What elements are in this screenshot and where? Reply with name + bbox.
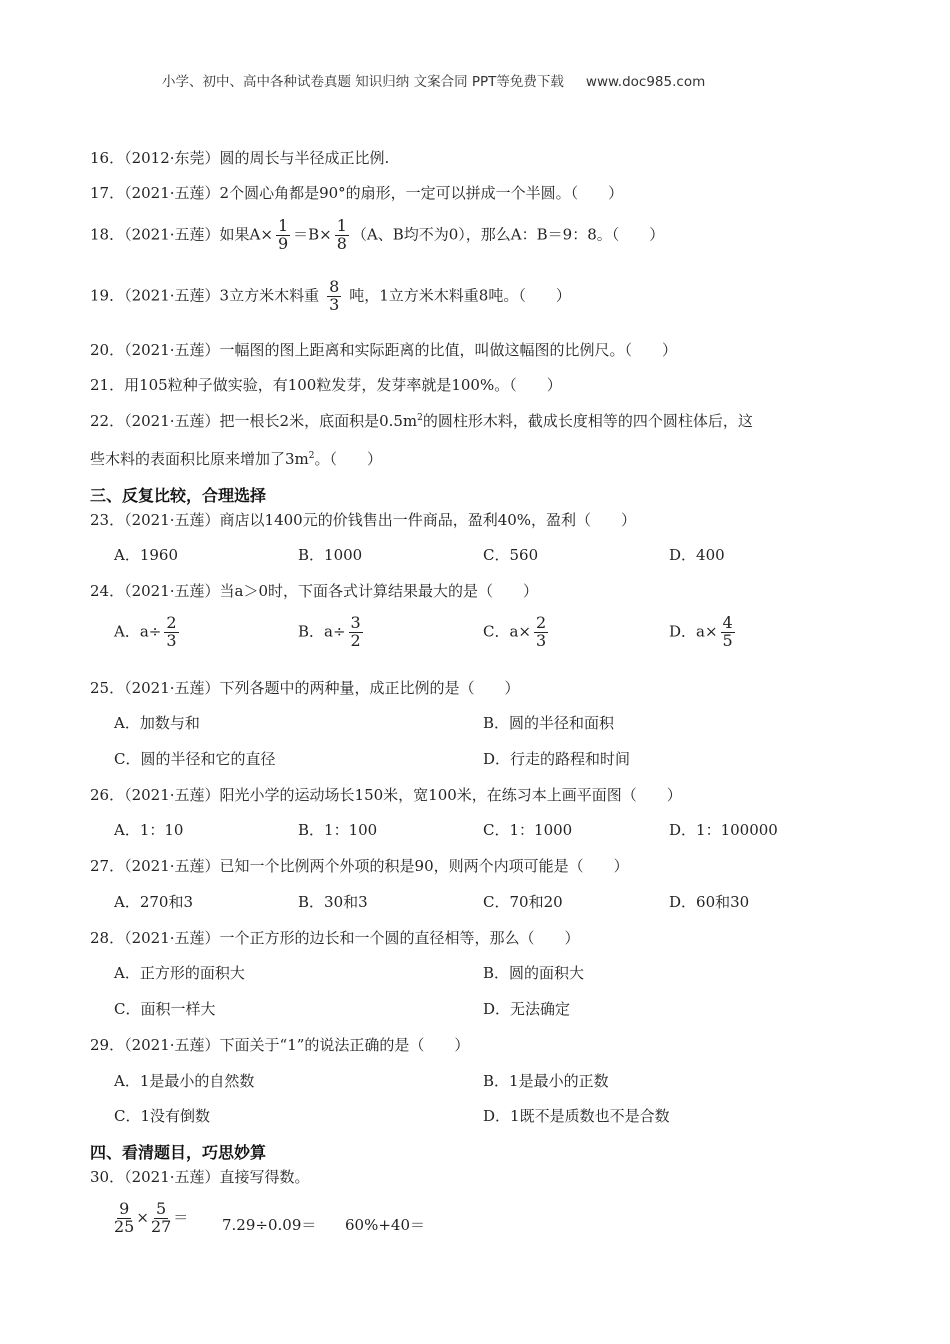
q24-option-d[interactable]: D．a× $\frac{4}{5}$ (669, 613, 733, 650)
question-30: 30．（2021·五莲）直接写得数。 (90, 1168, 310, 1186)
q27-option-a[interactable]: A．270和3 (114, 893, 194, 911)
q27-option-c[interactable]: C．70和20 (483, 893, 563, 911)
question-24: 24．（2021·五莲）当a＞0时，下面各式计算结果最大的是（ ） (90, 582, 539, 600)
section-3-title: 三、反复比较，合理选择 (90, 486, 267, 505)
q24-option-c[interactable]: C．a× $\frac{2}{3}$ (483, 613, 547, 650)
q25-option-d[interactable]: D．行走的路程和时间 (483, 750, 631, 768)
question-17: 17．（2021·五莲）2个圆心角都是90°的扇形，一定可以拼成一个半圆。（ ） (90, 184, 624, 202)
q19-fraction: $\frac{8}{3}$ (329, 277, 340, 314)
q19-pre: 19．（2021·五莲）3立方米木料重 (90, 286, 320, 305)
q29-option-b[interactable]: B．1是最小的正数 (483, 1072, 609, 1090)
q23-option-d[interactable]: D．400 (669, 546, 725, 564)
question-19 (90, 279, 571, 314)
q18-pre: 18．（2021·五莲）如果A× (90, 225, 273, 244)
question-18 (90, 218, 664, 253)
q25-option-a[interactable]: A．加数与和 (114, 714, 200, 732)
q26-option-c[interactable]: C．1：1000 (483, 821, 573, 839)
q26-option-d[interactable]: D．1：100000 (669, 821, 778, 839)
q28-option-a[interactable]: A．正方形的面积大 (114, 964, 245, 982)
q28-option-b[interactable]: B．圆的面积大 (483, 964, 585, 982)
q18-mid: ＝B× (293, 225, 332, 244)
question-28: 28．（2021·五莲）一个正方形的边长和一个圆的直径相等，那么（ ） (90, 929, 580, 947)
question-21: 21．用105粒种子做实验，有100粒发芽，发芽率就是100%。（ ） (90, 376, 562, 394)
q23-option-b[interactable]: B．1000 (298, 546, 363, 564)
q18-fraction-2: $\frac{1}{8}$ (336, 216, 347, 253)
q18-post: （A、B均不为0），那么A：B＝9：8。（ ） (351, 225, 665, 244)
q24-option-a[interactable]: A．a÷ $\frac{2}{3}$ (114, 613, 177, 650)
q28-option-c[interactable]: C．面积一样大 (114, 1000, 216, 1018)
question-23: 23．（2021·五莲）商店以1400元的价钱售出一件商品，盈利40%，盈利（ ） (90, 511, 637, 529)
q26-option-b[interactable]: B．1：100 (298, 821, 378, 839)
q29-option-d[interactable]: D．1既不是质数也不是合数 (483, 1107, 670, 1125)
q23-option-c[interactable]: C．560 (483, 546, 539, 564)
question-22: 22．（2021·五莲）把一根长2米，底面积是$0.5m^2$的圆柱形木料，截成长度相等的四个圆柱体后，这 (90, 412, 753, 430)
question-25: 25．（2021·五莲）下列各题中的两种量，成正比例的是（ ） (90, 679, 520, 697)
q30-expression-3: 60%+40＝ (345, 1216, 425, 1234)
q26-option-a[interactable]: A．1：10 (114, 821, 184, 839)
q25-option-c[interactable]: C．圆的半径和它的直径 (114, 750, 276, 768)
q29-option-a[interactable]: A．1是最小的自然数 (114, 1072, 255, 1090)
q24-option-b[interactable]: B．a÷ $\frac{3}{2}$ (298, 613, 361, 650)
page-header (162, 70, 705, 90)
question-27: 27．（2021·五莲）已知一个比例两个外项的积是90，则两个内项可能是（ ） (90, 857, 629, 875)
q25-option-b[interactable]: B．圆的半径和面积 (483, 714, 615, 732)
q19-post: 吨，1立方米木料重8吨。（ ） (349, 286, 571, 305)
q30-expression-2: 7.29÷0.09＝ (222, 1216, 317, 1234)
q23-option-a[interactable]: A．1960 (114, 546, 179, 564)
q18-fraction-1: $\frac{1}{9}$ (277, 216, 289, 253)
question-16: 16．（2012·东莞）圆的周长与半径成正比例. (90, 149, 390, 167)
q27-option-d[interactable]: D．60和30 (669, 893, 750, 911)
question-26: 26．（2021·五莲）阳光小学的运动场长150米，宽100米，在练习本上画平面图（ ） (90, 786, 682, 804)
q27-option-b[interactable]: B．30和3 (298, 893, 368, 911)
q30-expression-1: $\frac{9}{25}$ × $\frac{5}{27}$ ＝ (114, 1199, 189, 1236)
header-site[interactable]: www.doc985.com (585, 74, 706, 90)
question-20: 20．（2021·五莲）一幅图的图上距离和实际距离的比值，叫做这幅图的比例尺。（ ） (90, 341, 678, 359)
header-text: 小学、初中、高中各种试卷真题 知识归纳 文案合同 PPT等免费下载 (162, 74, 564, 90)
q29-option-c[interactable]: C．1没有倒数 (114, 1107, 211, 1125)
question-29: 29．（2021·五莲）下面关于“1”的说法正确的是（ ） (90, 1036, 470, 1054)
question-22-line-2: 些木料的表面积比原来增加了$3m^2$。（ ） (90, 450, 383, 468)
section-4-title: 四、看清题目，巧思妙算 (90, 1143, 267, 1162)
q28-option-d[interactable]: D．无法确定 (483, 1000, 571, 1018)
